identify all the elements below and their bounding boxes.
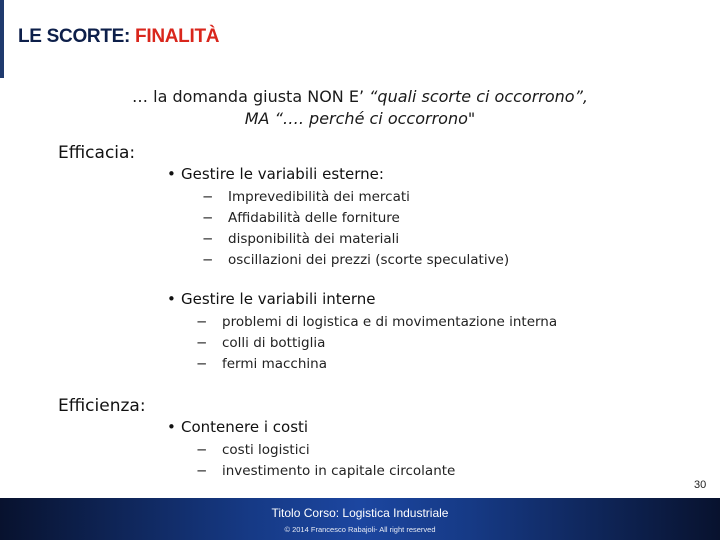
bullet-dot: • — [167, 418, 176, 436]
section-label-efficacia: Efficacia: — [58, 143, 136, 163]
footer-copyright: © 2014 Francesco Rabajoli- All right reserved — [284, 525, 436, 534]
bullet-contenere-costi — [167, 418, 308, 436]
dash-icon: − — [202, 252, 214, 268]
list-item: − Affidabilità delle forniture — [202, 208, 509, 229]
list-item: − colli di bottiglia — [196, 333, 557, 354]
header-accent-bar — [0, 0, 4, 78]
page-number: 30 — [694, 479, 707, 491]
sub-list-esterne — [202, 187, 509, 271]
intro-lead: … la domanda giusta NON E’ — [132, 87, 370, 106]
slide-footer — [0, 498, 720, 540]
slide-header — [0, 0, 720, 78]
intro-quote-1: “quali scorte ci occorrono”, — [369, 87, 588, 106]
intro-quote-2: MA “…. perché ci occorrono" — [244, 109, 476, 128]
bullet-title: Gestire le variabili interne — [181, 290, 376, 308]
list-item: − disponibilità dei materiali — [202, 229, 509, 250]
dash-icon: − — [196, 335, 208, 351]
dash-icon: − — [202, 189, 214, 205]
sub-list-costi — [196, 440, 455, 482]
bullet-dot: • — [167, 290, 176, 308]
slide-title-prefix: LE SCORTE: — [18, 26, 136, 47]
list-item: − costi logistici — [196, 440, 455, 461]
bullet-dot: • — [167, 165, 176, 183]
dash-icon: − — [202, 231, 214, 247]
bullet-title: Contenere i costi — [181, 418, 309, 436]
intro-line-1 — [80, 86, 640, 108]
intro-statement — [80, 86, 640, 130]
dash-icon: − — [196, 463, 208, 479]
list-item: − fermi macchina — [196, 354, 557, 375]
list-item: − Imprevedibilità dei mercati — [202, 187, 509, 208]
bullet-variabili-esterne — [167, 165, 384, 183]
dash-icon: − — [202, 210, 214, 226]
list-item: − investimento in capitale circolante — [196, 461, 455, 482]
list-item: − problemi di logistica e di movimentazione interna — [196, 312, 557, 333]
sub-list-interne — [196, 312, 557, 375]
dash-icon: − — [196, 356, 208, 372]
dash-icon: − — [196, 314, 208, 330]
bullet-title: Gestire le variabili esterne: — [181, 165, 384, 183]
slide-title-accent: FINALITÀ — [135, 26, 220, 47]
slide-title — [18, 26, 219, 48]
bullet-variabili-interne — [167, 290, 376, 308]
list-item: − oscillazioni dei prezzi (scorte speculative) — [202, 250, 509, 271]
dash-icon: − — [196, 442, 208, 458]
footer-course-title: Titolo Corso: Logistica Industriale — [271, 506, 449, 520]
section-label-efficienza: Efficienza: — [58, 396, 146, 416]
